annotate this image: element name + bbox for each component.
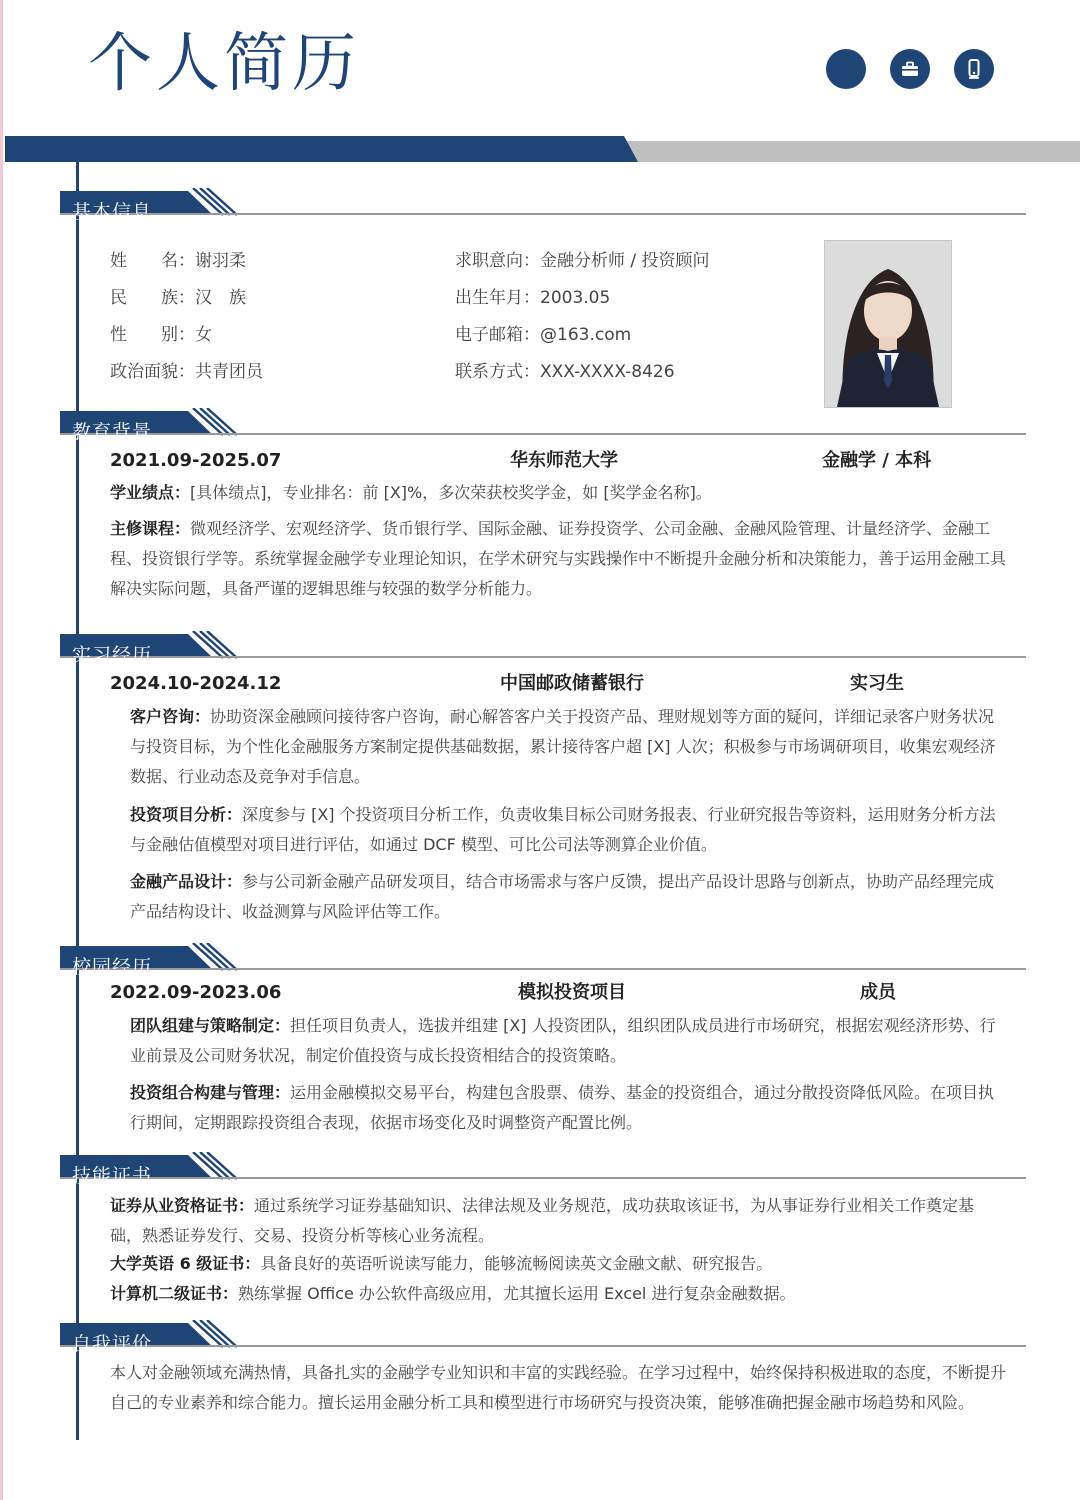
section-rule: [60, 656, 1026, 658]
self-evaluation-text: 本人对金融领域充满热情，具备扎实的金融学专业知识和丰富的实践经验。在学习过程中，始终保持积极进取的态度，不断提升自己的专业素养和综合能力。擅长运用金融分析工具和模型进行市场研究与投资决策，能够准确把握金融市场趋势和风险。: [110, 1363, 1007, 1412]
section-title-education: 教育背景: [72, 421, 153, 443]
gender-field: [110, 323, 212, 347]
campus-item-text: 运用金融模拟交易平台，构建包含股票、债券、基金的投资组合，通过分散投资降低风险。在项目执行期间，定期跟踪投资组合表现，依据市场变化及时调整资产配置比例。: [130, 1083, 995, 1132]
skill-item-label: 计算机二级证书：: [110, 1284, 239, 1303]
political-status-label: 政治面貌：: [110, 362, 195, 382]
email-value: @163.com: [540, 325, 632, 345]
campus-role: 成员: [860, 982, 896, 1003]
section-header-skills: [60, 1152, 1026, 1192]
birth-date-label: 出生年月：: [455, 288, 540, 308]
skill-item-text: 熟练掌握 Office 办公软件高级应用，尤其擅长运用 Excel 进行复杂金融数据。: [238, 1284, 796, 1303]
section-rule: [60, 968, 1026, 970]
name-label: 姓 名：: [110, 251, 195, 271]
campus-date: 2022.09-2023.06: [110, 982, 282, 1003]
internship-item-text: 参与公司新金融产品研发项目，结合市场需求与客户反馈，提出产品设计思路与创新点，协助产品经理完成产品结构设计、收益测算与风险评估等工作。: [130, 872, 995, 921]
job-intent-field: [455, 249, 710, 273]
section-rule: [60, 1177, 1026, 1179]
skill-item-label: 证券从业资格证书：: [110, 1196, 255, 1215]
ethnicity-field: [110, 286, 246, 310]
section-rule: [60, 1345, 1026, 1347]
internship-role: 实习生: [850, 673, 904, 694]
internship-item: [130, 702, 1006, 792]
political-status-field: [110, 360, 263, 384]
person-icon: [826, 49, 866, 89]
section-header-education: [60, 408, 1026, 448]
profile-photo: [824, 240, 952, 408]
skill-item-label: 大学英语 6 级证书：: [110, 1254, 261, 1273]
email-field: [455, 323, 631, 347]
campus-item-text: 担任项目负责人，选拔并组建 [X] 人投资团队，组织团队成员进行市场研究，根据宏观经济形势、行业前景及公司财务状况，制定价值投资与成长投资相结合的投资策略。: [130, 1016, 996, 1065]
internship-item-label: 客户咨询：: [130, 707, 211, 726]
section-rule: [60, 433, 1026, 435]
briefcase-icon: [890, 49, 930, 89]
skill-item: [110, 1191, 1006, 1251]
education-gpa: [110, 478, 1010, 508]
education-major: 金融学 / 本科: [822, 450, 932, 471]
section-title-campus: 校园经历: [72, 956, 153, 978]
gender-label: 性 别：: [110, 325, 195, 345]
internship-item-text: 深度参与 [X] 个投资项目分析工作，负责收集目标公司财务报表、行业研究报告等资料，运用财务分析方法与金融估值模型对项目进行评估，如通过 DCF 模型、可比公司法等测算企业价值。: [130, 805, 996, 854]
phone-icon: [954, 49, 994, 89]
phone-value: XXX-XXXX-8426: [540, 362, 675, 382]
campus-item-label: 团队组建与策略制定：: [130, 1016, 291, 1035]
job-intent-label: 求职意向：: [455, 251, 540, 271]
name-value: 谢羽柔: [195, 251, 246, 271]
section-title-basic: 基本信息: [72, 201, 153, 223]
phone-label: 联系方式：: [455, 362, 540, 382]
courses-label: 主修课程：: [110, 519, 191, 538]
section-header-basic: [60, 188, 1026, 228]
ethnicity-value: 汉 族: [195, 288, 246, 308]
section-title-self: 自我评价: [72, 1333, 153, 1355]
internship-item-label: 金融产品设计：: [130, 872, 243, 891]
name-field: [110, 249, 246, 273]
internship-item-text: 协助资深金融顾问接待客户咨询，耐心解答客户关于投资产品、理财规划等方面的疑问，详细记录客户财务状况与投资目标，为个性化金融服务方案制定提供基础数据，累计接待客户超 [X] 人次；积极参与市场调研项目，收集宏观经济数据、行业动态及竞争对手信息。: [130, 707, 996, 786]
internship-item: [130, 800, 1006, 860]
section-header-self: [60, 1320, 1026, 1360]
timeline-line: [76, 160, 79, 1440]
campus-org: 模拟投资项目: [518, 982, 626, 1003]
education-school: 华东师范大学: [510, 450, 618, 471]
political-status-value: 共青团员: [195, 362, 263, 382]
campus-item: [130, 1078, 1010, 1138]
page-edge: [0, 0, 3, 1500]
courses-text: 微观经济学、宏观经济学、货币银行学、国际金融、证券投资学、公司金融、金融风险管理、计量经济学、金融工程、投资银行学等。系统掌握金融学专业理论知识，在学术研究与实践操作中不断提升金融分析和决策能力，善于运用金融工具解决实际问题，具备严谨的逻辑思维与较强的数学分析能力。: [110, 519, 1007, 598]
section-header-campus: [60, 943, 1026, 983]
internship-org: 中国邮政储蓄银行: [500, 673, 644, 694]
gpa-text: [具体绩点]，专业排名：前 [X]%，多次荣获校奖学金，如 [奖学金名称]。: [190, 483, 712, 502]
education-courses: [110, 514, 1006, 604]
internship-date: 2024.10-2024.12: [110, 673, 282, 694]
birth-date-value: 2003.05: [540, 288, 611, 308]
birth-date-field: [455, 286, 610, 310]
gpa-label: 学业绩点：: [110, 483, 191, 502]
skill-item: [110, 1279, 1006, 1309]
skill-item-text: 通过系统学习证券基础知识、法律法规及业务规范，成功获取该证书，为从事证券行业相关工作奠定基础，熟悉证券发行、交易、投资分析等核心业务流程。: [110, 1196, 975, 1245]
section-rule: [60, 213, 1026, 215]
internship-item: [130, 867, 1006, 927]
internship-item-label: 投资项目分析：: [130, 805, 243, 824]
job-intent-value: 金融分析师 / 投资顾问: [540, 251, 710, 271]
section-title-skills: 技能证书: [72, 1165, 153, 1187]
skill-item-text: 具备良好的英语听说读写能力，能够流畅阅读英文金融文献、研究报告。: [260, 1254, 773, 1273]
campus-item-label: 投资组合构建与管理：: [130, 1083, 291, 1102]
skill-item: [110, 1249, 1006, 1279]
phone-field: [455, 360, 675, 384]
section-header-internship: [60, 631, 1026, 671]
email-label: 电子邮箱：: [455, 325, 540, 345]
gender-value: 女: [195, 325, 212, 345]
campus-item: [130, 1011, 1010, 1071]
section-title-internship: 实习经历: [72, 644, 153, 666]
ethnicity-label: 民 族：: [110, 288, 195, 308]
education-date: 2021.09-2025.07: [110, 450, 282, 471]
resume-title: 个人简历: [88, 27, 360, 101]
